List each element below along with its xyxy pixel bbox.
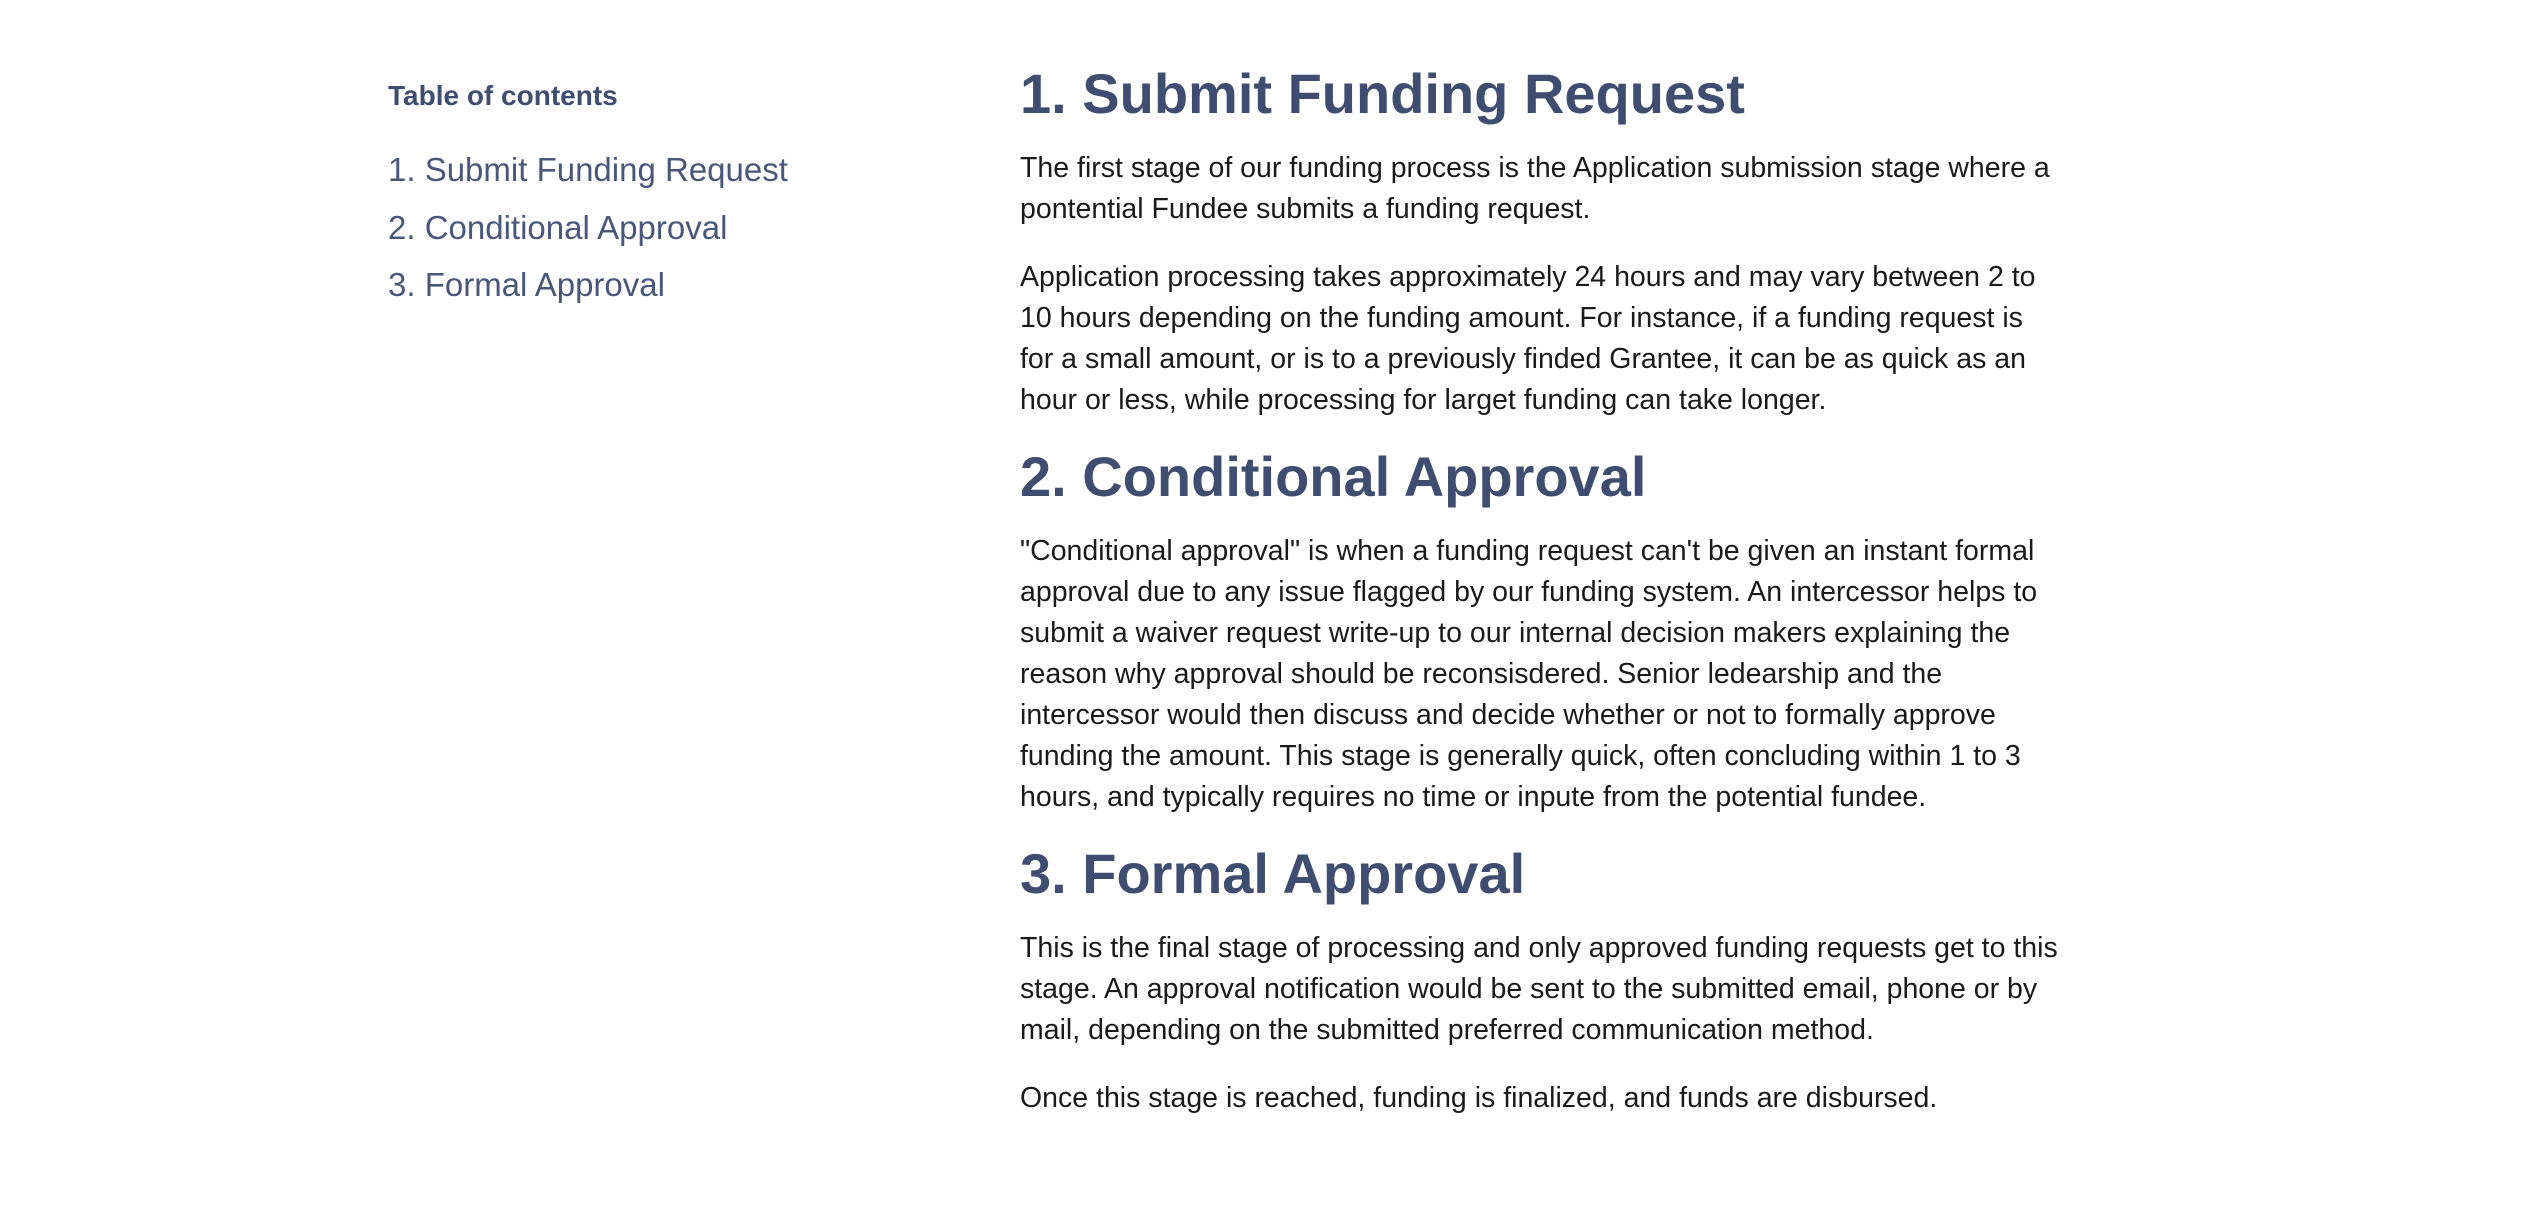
- section-heading: 2. Conditional Approval: [1020, 445, 1647, 508]
- section-paragraph: Once this stage is reached, funding is finalized, and funds are disbursed.: [1020, 1082, 1938, 1114]
- toc-list: [388, 150, 948, 305]
- table-of-contents: [388, 78, 948, 323]
- section-submit-funding-request: [1020, 58, 2060, 421]
- toc-link-formal-approval[interactable]: 3. Formal Approval: [388, 266, 665, 303]
- article-content: [1020, 58, 2060, 1119]
- toc-link-submit-funding-request[interactable]: 1. Submit Funding Request: [388, 151, 788, 188]
- section-conditional-approval: [1020, 441, 2060, 818]
- toc-link-conditional-approval[interactable]: 2. Conditional Approval: [388, 208, 728, 246]
- section-formal-approval: [1020, 838, 2060, 1119]
- section-paragraph: This is the final stage of processing and only approved funding requests get to this stage. An approval notification would be sent to the submitted email, phone or by mail, depending on the submitted preferred communication method.: [1020, 932, 2058, 1046]
- section-heading: 3. Formal Approval: [1020, 842, 1526, 905]
- section-paragraph: "Conditional approval" is when a funding request can't be given an instant formal approval due to any issue flagged by our funding system. An intercessor helps to submit a waiver request write-up to our internal decision makers explaining the reason why approval should be reconsisdered. Senior ledearship and the intercessor would then discuss and decide whether or not to formally approve funding the amount. This stage is generally quick, often concluding within 1 to 3 hours, and typically requires no time or inpute from the potential fundee.: [1020, 535, 2038, 813]
- toc-title: Table of contents: [388, 80, 618, 111]
- section-paragraph: The first stage of our funding process is the Application submission stage where a pontential Fundee submits a funding request.: [1020, 152, 2050, 225]
- section-heading: 1. Submit Funding Request: [1020, 62, 1745, 125]
- section-paragraph: Application processing takes approximately 24 hours and may vary between 2 to 10 hours depending on the funding amount. For instance, if a funding request is for a small amount, or is to a previously finded Grantee, it can be as quick as an hour or less, while processing for larget funding can take longer.: [1020, 261, 2036, 416]
